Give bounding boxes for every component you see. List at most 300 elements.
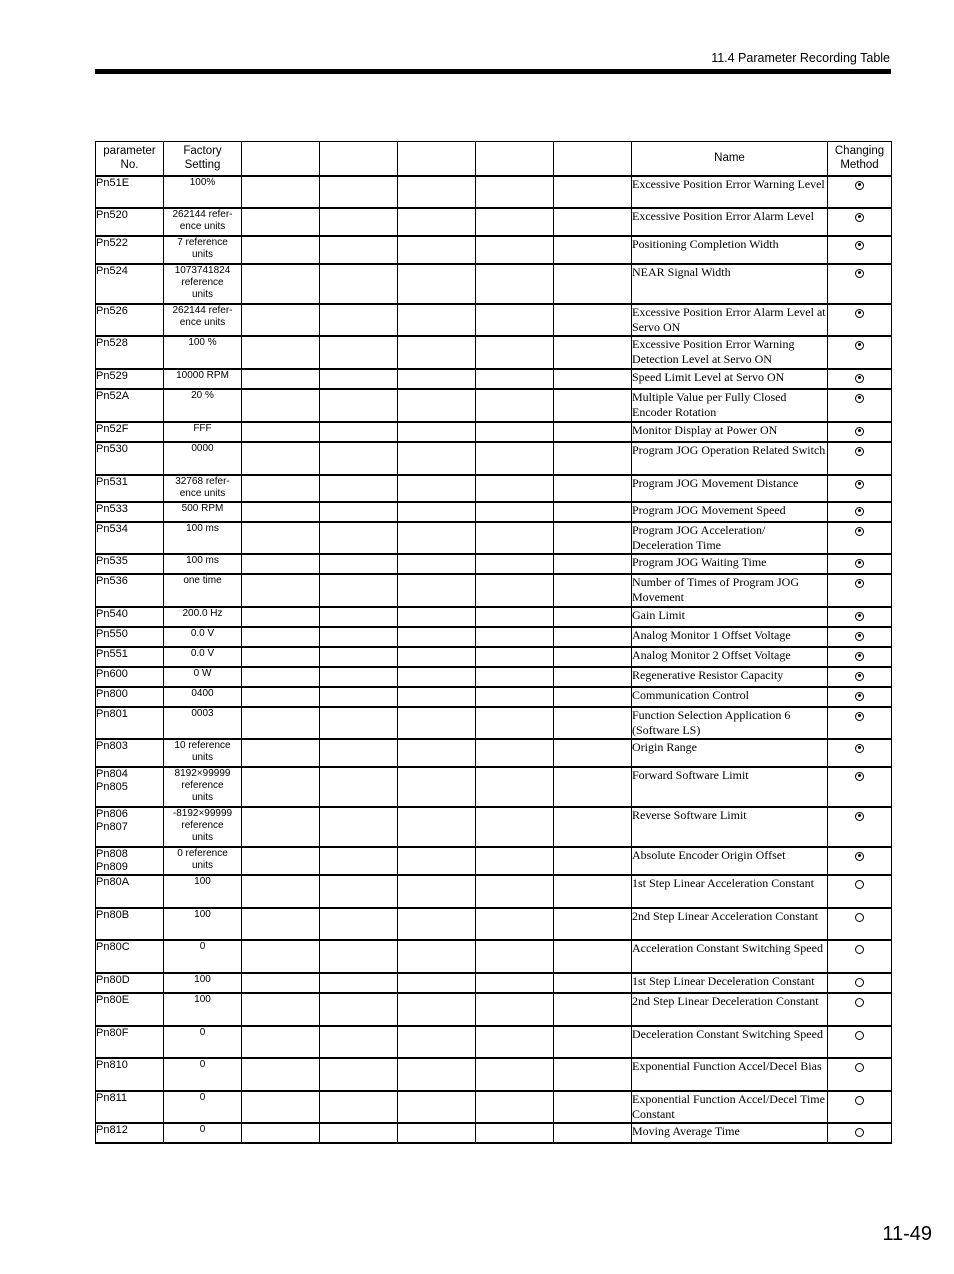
recording-cell bbox=[476, 554, 554, 574]
dotted-circle-icon bbox=[855, 672, 864, 681]
factory-setting: 262144 refer- bbox=[172, 208, 233, 220]
changing-method-cell bbox=[828, 208, 892, 236]
table-row bbox=[96, 875, 892, 908]
recording-cell bbox=[242, 1091, 320, 1123]
parameter-number: Pn807 bbox=[96, 820, 128, 833]
recording-cell bbox=[476, 847, 554, 875]
changing-method-cell bbox=[828, 739, 892, 767]
parameter-number: Pn524 bbox=[96, 264, 128, 277]
table-row bbox=[96, 264, 892, 304]
recording-cell bbox=[242, 1026, 320, 1058]
recording-cell bbox=[320, 502, 398, 522]
parameter-number: Pn80F bbox=[96, 1026, 129, 1039]
recording-cell bbox=[242, 208, 320, 236]
parameter-number-cell bbox=[96, 475, 164, 502]
changing-method-cell bbox=[828, 875, 892, 908]
factory-setting: one time bbox=[183, 574, 222, 586]
parameter-number: Pn52A bbox=[96, 389, 130, 402]
recording-cell bbox=[398, 647, 476, 667]
table-row bbox=[96, 993, 892, 1026]
recording-cell bbox=[476, 264, 554, 304]
parameter-number-cell bbox=[96, 647, 164, 667]
factory-setting-cell bbox=[164, 707, 242, 739]
parameter-name: Program JOG Operation Related Switch bbox=[632, 442, 828, 475]
factory-setting-cell bbox=[164, 236, 242, 264]
recording-cell bbox=[476, 208, 554, 236]
factory-setting: 1073741824 bbox=[174, 264, 231, 276]
recording-cell bbox=[476, 627, 554, 647]
parameter-number: Pn51E bbox=[96, 176, 130, 189]
parameter-number: Pn800 bbox=[96, 687, 128, 700]
factory-setting: units bbox=[191, 288, 214, 300]
recording-cell bbox=[476, 442, 554, 475]
recording-cell bbox=[398, 389, 476, 422]
recording-cell bbox=[554, 993, 632, 1026]
recording-cell bbox=[398, 369, 476, 389]
changing-method-cell bbox=[828, 993, 892, 1026]
recording-cell bbox=[320, 1091, 398, 1123]
dotted-circle-icon bbox=[855, 427, 864, 436]
recording-cell bbox=[476, 807, 554, 847]
factory-setting-cell bbox=[164, 847, 242, 875]
parameter-number: Pn530 bbox=[96, 442, 128, 455]
recording-cell bbox=[398, 908, 476, 940]
recording-cell bbox=[242, 607, 320, 627]
changing-method-cell bbox=[828, 369, 892, 389]
header-changing-method-line: Changing bbox=[834, 145, 885, 158]
parameter-name: Acceleration Constant Switching Speed bbox=[632, 940, 828, 973]
factory-setting-cell bbox=[164, 627, 242, 647]
parameter-number-cell bbox=[96, 208, 164, 236]
recording-cell bbox=[554, 1058, 632, 1091]
recording-cell bbox=[476, 993, 554, 1026]
factory-setting: units bbox=[191, 791, 214, 803]
parameter-name: Communication Control bbox=[632, 687, 828, 707]
recording-cell bbox=[320, 607, 398, 627]
factory-setting: 100 ms bbox=[186, 522, 219, 534]
recording-cell bbox=[320, 304, 398, 336]
changing-method-cell bbox=[828, 1123, 892, 1143]
table-row bbox=[96, 554, 892, 574]
factory-setting-cell bbox=[164, 554, 242, 574]
factory-setting-cell bbox=[164, 176, 242, 208]
factory-setting-cell bbox=[164, 767, 242, 807]
table-header-row bbox=[96, 142, 892, 176]
recording-cell bbox=[476, 767, 554, 807]
recording-cell bbox=[320, 627, 398, 647]
parameter-number-cell bbox=[96, 502, 164, 522]
factory-setting-cell bbox=[164, 667, 242, 687]
recording-cell bbox=[554, 304, 632, 336]
changing-method-cell bbox=[828, 908, 892, 940]
parameter-number-cell bbox=[96, 1026, 164, 1058]
factory-setting-cell bbox=[164, 1091, 242, 1123]
recording-cell bbox=[476, 236, 554, 264]
header-factory-setting bbox=[164, 142, 242, 176]
recording-cell bbox=[242, 475, 320, 502]
recording-cell bbox=[554, 767, 632, 807]
recording-cell bbox=[476, 908, 554, 940]
changing-method-cell bbox=[828, 264, 892, 304]
parameter-number-cell bbox=[96, 1091, 164, 1123]
dotted-circle-icon bbox=[855, 772, 864, 781]
recording-cell bbox=[554, 847, 632, 875]
factory-setting-cell bbox=[164, 940, 242, 973]
recording-cell bbox=[398, 973, 476, 993]
changing-method-cell bbox=[828, 767, 892, 807]
parameter-number: Pn528 bbox=[96, 336, 128, 349]
dotted-circle-icon bbox=[855, 612, 864, 621]
factory-setting: 262144 refer- bbox=[172, 304, 233, 316]
parameter-name: Excessive Position Error Alarm Level at Servo ON bbox=[632, 304, 826, 334]
recording-cell bbox=[242, 667, 320, 687]
table-row bbox=[96, 442, 892, 475]
header-changing-method-line: Method bbox=[840, 159, 879, 172]
factory-setting: 0400 bbox=[191, 687, 214, 699]
parameter-name: Function Selection Application 6 (Software LS) bbox=[632, 707, 828, 739]
factory-setting-cell bbox=[164, 389, 242, 422]
factory-setting: 0000 bbox=[191, 442, 214, 454]
recording-cell bbox=[554, 627, 632, 647]
parameter-number-cell bbox=[96, 908, 164, 940]
parameter-name: 1st Step Linear Acceleration Constant bbox=[632, 875, 828, 908]
recording-cell bbox=[320, 522, 398, 554]
recording-cell bbox=[320, 847, 398, 875]
factory-setting: 100 bbox=[194, 973, 211, 985]
recording-cell bbox=[320, 475, 398, 502]
recording-cell bbox=[320, 973, 398, 993]
dotted-circle-icon bbox=[855, 309, 864, 318]
table-row bbox=[96, 236, 892, 264]
header-factory-setting-line: Factory bbox=[183, 145, 222, 158]
factory-setting-cell bbox=[164, 522, 242, 554]
recording-cell bbox=[242, 647, 320, 667]
dotted-circle-icon bbox=[855, 579, 864, 588]
recording-cell bbox=[320, 739, 398, 767]
parameter-number: Pn551 bbox=[96, 647, 128, 660]
factory-setting: 100 ms bbox=[186, 554, 219, 566]
table-row bbox=[96, 847, 892, 875]
factory-setting: 0 bbox=[199, 1123, 206, 1135]
parameter-number: Pn529 bbox=[96, 369, 128, 382]
recording-cell bbox=[554, 687, 632, 707]
parameter-number-cell bbox=[96, 739, 164, 767]
parameter-name: Excessive Position Error Warning Detection Level at Servo ON bbox=[632, 336, 828, 369]
recording-cell bbox=[554, 236, 632, 264]
recording-cell bbox=[242, 176, 320, 208]
recording-cell bbox=[476, 369, 554, 389]
parameter-number-cell bbox=[96, 389, 164, 422]
parameter-number-cell bbox=[96, 940, 164, 973]
parameter-number: Pn533 bbox=[96, 502, 128, 515]
parameter-number: Pn810 bbox=[96, 1058, 128, 1071]
factory-setting-cell bbox=[164, 908, 242, 940]
recording-cell bbox=[398, 422, 476, 442]
recording-cell bbox=[554, 475, 632, 502]
dotted-circle-icon bbox=[855, 447, 864, 456]
dotted-circle-icon bbox=[855, 269, 864, 278]
circle-icon bbox=[855, 978, 864, 987]
parameter-name: Speed Limit Level at Servo ON bbox=[632, 369, 828, 389]
parameter-number: Pn536 bbox=[96, 574, 128, 587]
table-row bbox=[96, 667, 892, 687]
recording-cell bbox=[476, 502, 554, 522]
parameter-number: Pn806 bbox=[96, 807, 128, 820]
factory-setting: 32768 refer- bbox=[175, 475, 230, 487]
recording-cell bbox=[398, 847, 476, 875]
parameter-number-cell bbox=[96, 304, 164, 336]
recording-cell bbox=[398, 1091, 476, 1123]
recording-cell bbox=[398, 1058, 476, 1091]
table-row bbox=[96, 1058, 892, 1091]
dotted-circle-icon bbox=[855, 507, 864, 516]
factory-setting-cell bbox=[164, 1123, 242, 1143]
recording-cell bbox=[242, 940, 320, 973]
parameter-number-cell bbox=[96, 574, 164, 607]
header-blank bbox=[398, 142, 476, 176]
circle-icon bbox=[855, 1063, 864, 1072]
recording-cell bbox=[242, 847, 320, 875]
factory-setting: 100 bbox=[194, 993, 211, 1005]
factory-setting-cell bbox=[164, 647, 242, 667]
factory-setting-cell bbox=[164, 1058, 242, 1091]
recording-cell bbox=[476, 304, 554, 336]
parameter-recording-table bbox=[95, 141, 892, 1144]
header-name: Name bbox=[632, 142, 828, 176]
parameter-number: Pn522 bbox=[96, 236, 128, 249]
parameter-name: Deceleration Constant Switching Speed bbox=[632, 1026, 828, 1058]
recording-cell bbox=[476, 607, 554, 627]
recording-cell bbox=[320, 767, 398, 807]
header-blank bbox=[554, 142, 632, 176]
recording-cell bbox=[320, 336, 398, 369]
parameter-name: Exponential Function Accel/Decel Time Constant bbox=[632, 1091, 828, 1123]
factory-setting: 0 bbox=[199, 940, 206, 952]
recording-cell bbox=[320, 442, 398, 475]
parameter-name: Analog Monitor 1 Offset Voltage bbox=[632, 627, 828, 647]
changing-method-cell bbox=[828, 389, 892, 422]
factory-setting: 100 bbox=[194, 875, 211, 887]
dotted-circle-icon bbox=[855, 559, 864, 568]
recording-cell bbox=[320, 1026, 398, 1058]
recording-cell bbox=[320, 422, 398, 442]
dotted-circle-icon bbox=[855, 744, 864, 753]
recording-cell bbox=[554, 554, 632, 574]
dotted-circle-icon bbox=[855, 812, 864, 821]
parameter-name: Forward Software Limit bbox=[632, 767, 828, 807]
changing-method-cell bbox=[828, 176, 892, 208]
factory-setting-cell bbox=[164, 475, 242, 502]
recording-cell bbox=[242, 707, 320, 739]
recording-cell bbox=[554, 875, 632, 908]
recording-cell bbox=[398, 502, 476, 522]
header-blank bbox=[320, 142, 398, 176]
factory-setting: ence units bbox=[179, 487, 226, 499]
circle-icon bbox=[855, 998, 864, 1007]
factory-setting-cell bbox=[164, 1026, 242, 1058]
factory-setting: 500 RPM bbox=[181, 502, 224, 514]
parameter-name: Reverse Software Limit bbox=[632, 807, 828, 847]
factory-setting-cell bbox=[164, 807, 242, 847]
dotted-circle-icon bbox=[855, 652, 864, 661]
recording-cell bbox=[398, 687, 476, 707]
table-row bbox=[96, 767, 892, 807]
parameter-number-cell bbox=[96, 993, 164, 1026]
factory-setting: reference bbox=[181, 819, 224, 831]
factory-setting: 200.0 Hz bbox=[182, 607, 223, 619]
changing-method-cell bbox=[828, 422, 892, 442]
recording-cell bbox=[398, 993, 476, 1026]
recording-cell bbox=[242, 369, 320, 389]
factory-setting: 0 bbox=[199, 1091, 206, 1103]
changing-method-cell bbox=[828, 607, 892, 627]
parameter-number-cell bbox=[96, 1058, 164, 1091]
factory-setting: 0 W bbox=[193, 667, 212, 679]
parameter-number: Pn534 bbox=[96, 522, 128, 535]
changing-method-cell bbox=[828, 707, 892, 739]
recording-cell bbox=[242, 336, 320, 369]
recording-cell bbox=[398, 940, 476, 973]
table-row bbox=[96, 422, 892, 442]
dotted-circle-icon bbox=[855, 341, 864, 350]
recording-cell bbox=[242, 554, 320, 574]
parameter-number-cell bbox=[96, 767, 164, 807]
factory-setting: 7 reference bbox=[177, 236, 228, 248]
table-body bbox=[96, 176, 892, 1143]
changing-method-cell bbox=[828, 336, 892, 369]
factory-setting-cell bbox=[164, 574, 242, 607]
factory-setting-cell bbox=[164, 502, 242, 522]
changing-method-cell bbox=[828, 807, 892, 847]
recording-cell bbox=[398, 667, 476, 687]
recording-cell bbox=[398, 176, 476, 208]
factory-setting-cell bbox=[164, 973, 242, 993]
parameter-number: Pn531 bbox=[96, 475, 128, 488]
recording-cell bbox=[242, 236, 320, 264]
parameter-name: Program JOG Acceleration/ Deceleration Time bbox=[632, 522, 828, 554]
recording-cell bbox=[476, 522, 554, 554]
parameter-number-cell bbox=[96, 264, 164, 304]
factory-setting: 0 reference bbox=[177, 847, 228, 859]
factory-setting: 20 % bbox=[191, 389, 214, 401]
parameter-number-cell bbox=[96, 176, 164, 208]
recording-cell bbox=[320, 236, 398, 264]
recording-cell bbox=[398, 304, 476, 336]
factory-setting-cell bbox=[164, 336, 242, 369]
recording-cell bbox=[554, 502, 632, 522]
circle-icon bbox=[855, 1096, 864, 1105]
recording-cell bbox=[242, 502, 320, 522]
recording-cell bbox=[320, 993, 398, 1026]
parameter-number-cell bbox=[96, 522, 164, 554]
recording-cell bbox=[320, 1123, 398, 1143]
parameter-name: Multiple Value per Fully Closed Encoder Rotation bbox=[632, 389, 828, 422]
recording-cell bbox=[320, 875, 398, 908]
recording-cell bbox=[554, 707, 632, 739]
dotted-circle-icon bbox=[855, 527, 864, 536]
recording-cell bbox=[398, 236, 476, 264]
parameter-number: Pn808 bbox=[96, 847, 128, 860]
factory-setting-cell bbox=[164, 208, 242, 236]
recording-cell bbox=[242, 1058, 320, 1091]
changing-method-cell bbox=[828, 667, 892, 687]
table-row bbox=[96, 647, 892, 667]
factory-setting: -8192×99999 bbox=[172, 807, 233, 819]
recording-cell bbox=[398, 767, 476, 807]
recording-cell bbox=[398, 208, 476, 236]
parameter-number-cell bbox=[96, 607, 164, 627]
circle-icon bbox=[855, 945, 864, 954]
recording-cell bbox=[554, 422, 632, 442]
recording-cell bbox=[242, 993, 320, 1026]
factory-setting: ence units bbox=[179, 220, 226, 232]
recording-cell bbox=[476, 176, 554, 208]
parameter-number: Pn52F bbox=[96, 422, 129, 435]
changing-method-cell bbox=[828, 1091, 892, 1123]
recording-cell bbox=[398, 707, 476, 739]
recording-cell bbox=[554, 264, 632, 304]
parameter-number-cell bbox=[96, 236, 164, 264]
factory-setting: reference bbox=[181, 276, 224, 288]
recording-cell bbox=[320, 574, 398, 607]
table-row bbox=[96, 807, 892, 847]
parameter-name: Regenerative Resistor Capacity bbox=[632, 667, 828, 687]
table-row bbox=[96, 502, 892, 522]
page-number: 11-49 bbox=[882, 1223, 932, 1245]
factory-setting: units bbox=[191, 859, 214, 871]
header-rule bbox=[95, 69, 891, 74]
changing-method-cell bbox=[828, 627, 892, 647]
parameter-number: Pn809 bbox=[96, 860, 128, 873]
parameter-number: Pn600 bbox=[96, 667, 128, 680]
dotted-circle-icon bbox=[855, 852, 864, 861]
parameter-name: Origin Range bbox=[632, 739, 828, 767]
recording-cell bbox=[398, 574, 476, 607]
header-parameter-no-line: parameter bbox=[103, 145, 156, 158]
factory-setting: 10000 RPM bbox=[176, 369, 229, 381]
changing-method-cell bbox=[828, 647, 892, 667]
recording-cell bbox=[554, 667, 632, 687]
factory-setting-cell bbox=[164, 369, 242, 389]
parameter-name: Exponential Function Accel/Decel Bias bbox=[632, 1058, 828, 1091]
recording-cell bbox=[554, 908, 632, 940]
parameter-name: Program JOG Movement Speed bbox=[632, 502, 828, 522]
recording-cell bbox=[476, 875, 554, 908]
recording-cell bbox=[242, 304, 320, 336]
recording-cell bbox=[242, 767, 320, 807]
parameter-number: Pn526 bbox=[96, 304, 128, 317]
table-row bbox=[96, 475, 892, 502]
changing-method-cell bbox=[828, 236, 892, 264]
parameter-number-cell bbox=[96, 847, 164, 875]
recording-cell bbox=[554, 973, 632, 993]
parameter-number-cell bbox=[96, 875, 164, 908]
parameter-name: Positioning Completion Width bbox=[632, 236, 828, 264]
recording-cell bbox=[242, 973, 320, 993]
header-parameter-no-line: No. bbox=[120, 159, 139, 172]
factory-setting-cell bbox=[164, 264, 242, 304]
parameter-name: Program JOG Movement Distance bbox=[632, 475, 828, 502]
parameter-number: Pn80A bbox=[96, 875, 130, 888]
parameter-number-cell bbox=[96, 554, 164, 574]
recording-cell bbox=[242, 908, 320, 940]
recording-cell bbox=[554, 940, 632, 973]
table-row bbox=[96, 607, 892, 627]
circle-icon bbox=[855, 880, 864, 889]
recording-cell bbox=[554, 369, 632, 389]
parameter-name: NEAR Signal Width bbox=[632, 264, 828, 304]
recording-cell bbox=[554, 389, 632, 422]
